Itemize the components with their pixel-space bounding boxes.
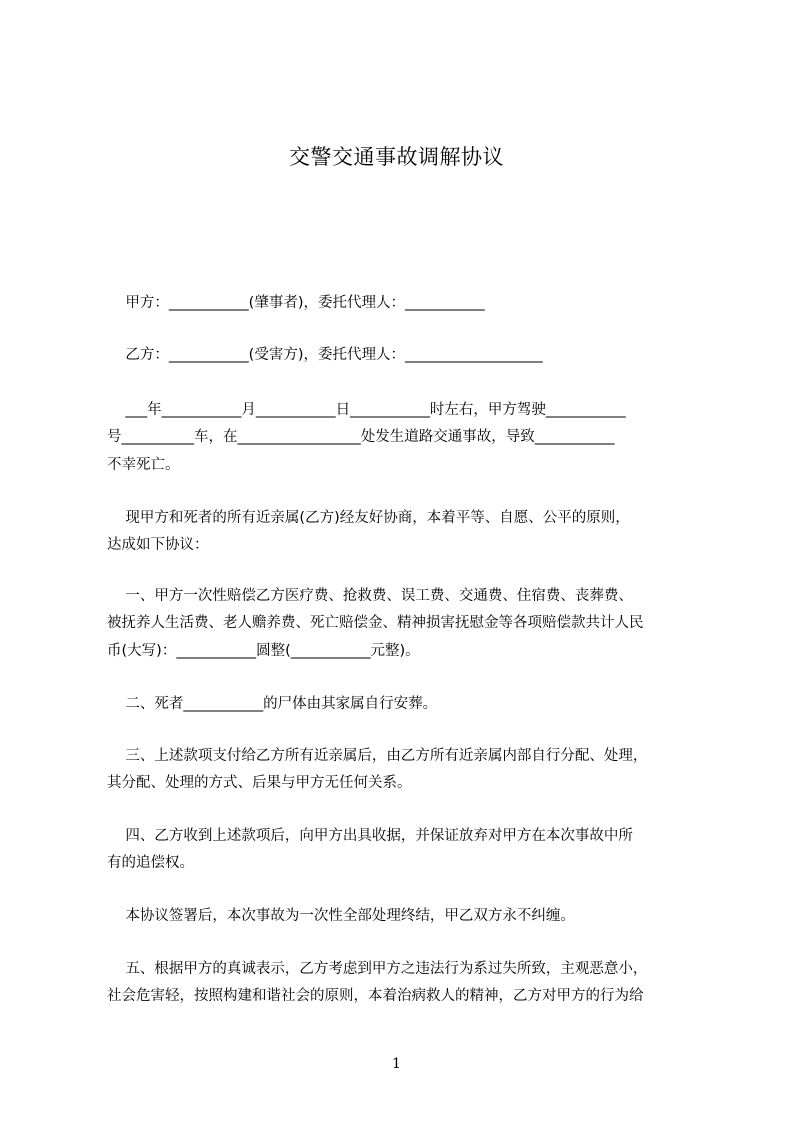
clause-5-line-1: 五、根据甲方的真诚表示，乙方考虑到甲方之违法行为系过失所致，主观恶意小， [107,961,648,977]
clause-2-line: 二、死者___________的尸体由其家属自行安葬。 [107,696,438,712]
clause-3-line-1: 三、上述款项支付给乙方所有近亲属后，由乙方所有近亲属内部自行分配、处理， [107,748,648,764]
page-number: 1 [392,1056,401,1072]
clause-1-line-3: 币(大写)：___________圆整(___________元整)。 [107,643,420,659]
document-title: 交警交通事故调解协议 [289,145,504,169]
clause-4-line-2: 有的追偿权。 [107,855,194,871]
clause-1-line-2: 被抚养人生活费、老人赡养费、死亡赔偿金、精神损害抚慰金等各项赔偿款共计人民 [107,615,644,631]
accident-line-2: 号__________车，在_________________处发生道路交通事故，导致___________ [107,429,615,445]
accident-line-1: ___年___________月___________日___________时左右，甲方驾驶___________ [107,402,626,418]
party-b-line: 乙方：___________(受害方)，委托代理人：___________________ [107,347,543,363]
clause-1-line-1: 一、甲方一次性赔偿乙方医疗费、抢救费、误工费、交通费、住宿费、丧葬费、 [107,588,633,604]
clause-5-line-2: 社会危害轻，按照构建和谐社会的原则，本着治病救人的精神，乙方对甲方的行为给 [107,988,644,1004]
clause-3-line-2: 其分配、处理的方式、后果与甲方无任何关系。 [107,775,412,791]
preamble-line-2: 达成如下协议： [107,537,209,553]
party-a-line: 甲方：___________(肇事者)，委托代理人：___________ [107,295,485,311]
clause-4-line-1: 四、乙方收到上述款项后，向甲方出具收据，并保证放弃对甲方在本次事故中所 [107,828,633,844]
preamble-line-1: 现甲方和死者的所有近亲属(乙方)经友好协商，本着平等、自愿、公平的原则， [107,510,630,526]
accident-line-3: 不幸死亡。 [107,457,180,473]
finality-line: 本协议签署后，本次事故为一次性全部处理终结，甲乙双方永不纠缠。 [107,908,575,924]
